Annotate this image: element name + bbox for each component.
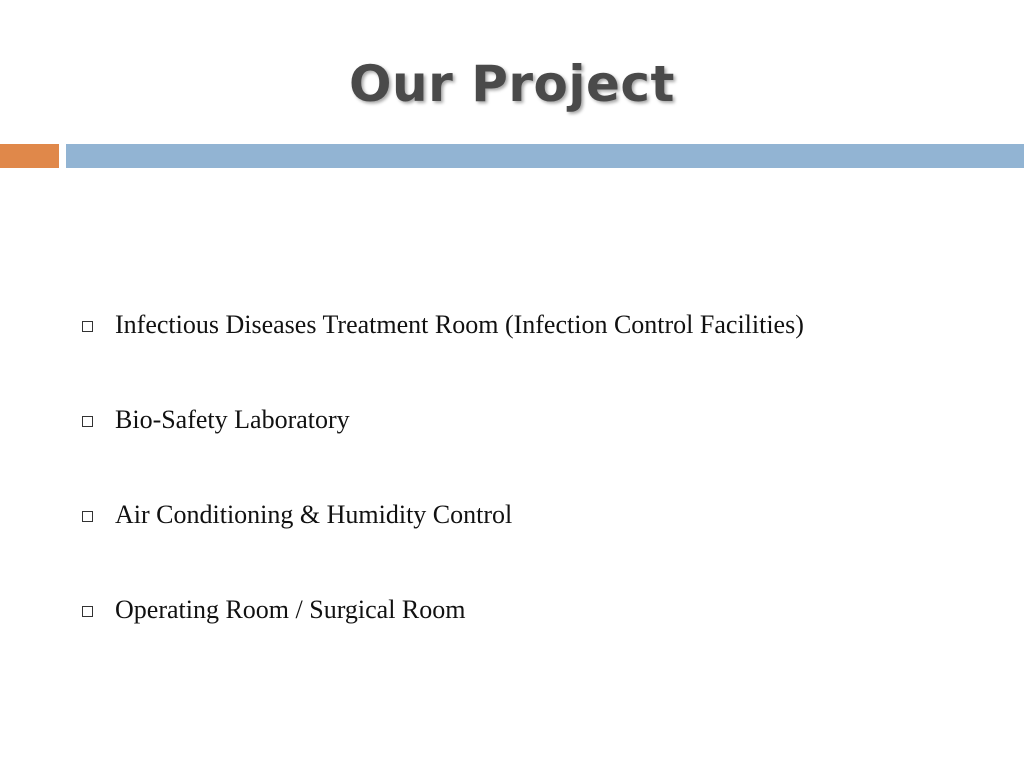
bullet-text: Infectious Diseases Treatment Room (Infection Control Facilities) (115, 310, 804, 339)
hollow-square-bullet-icon (82, 511, 93, 522)
bullet-text: Bio-Safety Laboratory (115, 405, 350, 434)
accent-bar (0, 144, 59, 168)
hollow-square-bullet-icon (82, 321, 93, 332)
hollow-square-bullet-icon (82, 416, 93, 427)
bullet-item (82, 400, 982, 440)
hollow-square-bullet-icon (82, 606, 93, 617)
slide-title: Our Project (349, 55, 675, 113)
bullet-item (82, 495, 982, 535)
bullet-item (82, 305, 982, 345)
title-underline-bar (66, 144, 1024, 168)
bullet-text: Operating Room / Surgical Room (115, 595, 466, 624)
bullet-text: Air Conditioning & Humidity Control (115, 500, 513, 529)
bullet-item (82, 590, 982, 630)
